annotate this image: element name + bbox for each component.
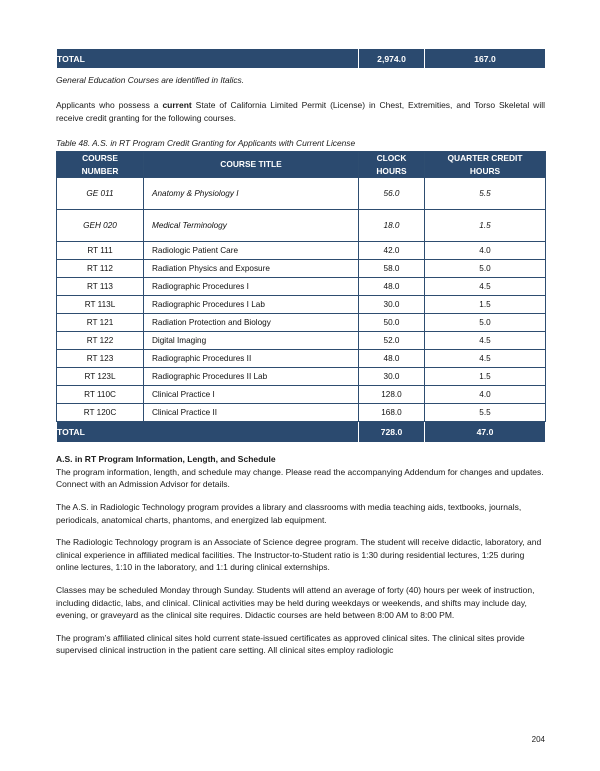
cell-quarter-credit-hours: 1.5 bbox=[425, 210, 546, 242]
cell-quarter-credit-hours: 1.5 bbox=[425, 296, 546, 314]
table-row bbox=[57, 178, 546, 210]
cell-course-number: RT 123 bbox=[57, 350, 144, 368]
cell-course-title: Radiographic Procedures I bbox=[144, 278, 359, 296]
table-header bbox=[57, 152, 546, 178]
total-label: TOTAL bbox=[57, 49, 359, 69]
table-row bbox=[57, 242, 546, 260]
column-header-course-number bbox=[57, 152, 144, 178]
table-row bbox=[57, 278, 546, 296]
intro-part-2: State of California Limited Permit (License) in Chest, Extremities, and Torso Skeletal will receive credit granting for the following courses. bbox=[56, 100, 545, 123]
cell-course-title: Radiographic Procedures I Lab bbox=[144, 296, 359, 314]
cell-course-number: RT 111 bbox=[57, 242, 144, 260]
cell-quarter-credit-hours: 5.0 bbox=[425, 260, 546, 278]
cell-course-title: Anatomy & Physiology I bbox=[144, 178, 359, 210]
cell-clock-hours: 50.0 bbox=[359, 314, 425, 332]
course-number-line-1: COURSE bbox=[82, 153, 118, 164]
cell-course-title: Radiologic Patient Care bbox=[144, 242, 359, 260]
table-body bbox=[57, 178, 546, 443]
cell-clock-hours: 52.0 bbox=[359, 332, 425, 350]
cell-course-number: RT 123L bbox=[57, 368, 144, 386]
intro-bold-current: current bbox=[162, 100, 192, 110]
table-total-row bbox=[57, 422, 546, 443]
cell-quarter-credit-hours: 4.0 bbox=[425, 242, 546, 260]
cell-quarter-credit-hours: 5.0 bbox=[425, 314, 546, 332]
cell-quarter-credit-hours: 5.5 bbox=[425, 178, 546, 210]
cell-course-title: Radiographic Procedures II bbox=[144, 350, 359, 368]
paragraph-2: The A.S. in Radiologic Technology program provides a library and classrooms with media teaching aids, textbooks, journals, periodicals, anatomical charts, phantoms, and energized lab equipment. bbox=[56, 501, 522, 525]
cell-clock-hours: 56.0 bbox=[359, 178, 425, 210]
cell-course-number: GE 011 bbox=[57, 178, 144, 210]
cell-clock-hours: 48.0 bbox=[359, 278, 425, 296]
intro-part-1: Applicants who possess a bbox=[56, 100, 163, 110]
cell-course-title: Digital Imaging bbox=[144, 332, 359, 350]
page-number: 204 bbox=[531, 735, 545, 744]
credit-granting-table bbox=[56, 151, 546, 443]
general-education-italics-note: General Education Courses are identified in Italics. bbox=[56, 75, 245, 85]
cell-course-number: RT 121 bbox=[57, 314, 144, 332]
cell-clock-hours: 30.0 bbox=[359, 296, 425, 314]
table-header-row bbox=[57, 152, 546, 178]
table-row bbox=[57, 49, 546, 69]
total-clock-hours: 728.0 bbox=[359, 422, 425, 443]
total-quarter-credit-hours: 167.0 bbox=[425, 49, 546, 69]
paragraph-3: The Radiologic Technology program is an Associate of Science degree program. The student will receive didactic, laboratory, and clinical experience in affiliated medical facilities. The Instructor-to-Student ratio is 1:30 during residential lectures, 1:25 during online lectures, 1:10 in the laboratory, and 1:1 during clinical externships. bbox=[56, 537, 542, 573]
column-header-clock-hours bbox=[359, 152, 425, 178]
cell-clock-hours: 18.0 bbox=[359, 210, 425, 242]
quarter-credit-line-1: QUARTER CREDIT bbox=[447, 153, 523, 164]
cell-course-number: RT 122 bbox=[57, 332, 144, 350]
cell-course-number: RT 120C bbox=[57, 404, 144, 422]
table-row bbox=[57, 368, 546, 386]
cell-course-title: Clinical Practice II bbox=[144, 404, 359, 422]
cell-course-title: Clinical Practice I bbox=[144, 386, 359, 404]
cell-quarter-credit-hours: 4.0 bbox=[425, 386, 546, 404]
cell-course-title: Radiation Protection and Biology bbox=[144, 314, 359, 332]
table-row bbox=[57, 386, 546, 404]
table-row bbox=[57, 296, 546, 314]
intro-paragraph bbox=[56, 99, 545, 124]
cell-clock-hours: 30.0 bbox=[359, 368, 425, 386]
cell-quarter-credit-hours: 1.5 bbox=[425, 368, 546, 386]
cell-course-number: GEH 020 bbox=[57, 210, 144, 242]
cell-course-title: Medical Terminology bbox=[144, 210, 359, 242]
column-header-course-title: COURSE TITLE bbox=[144, 152, 359, 178]
course-number-line-2: NUMBER bbox=[81, 165, 119, 176]
cell-course-title: Radiographic Procedures II Lab bbox=[144, 368, 359, 386]
paragraph-5: The program’s affiliated clinical sites hold current state-issued certificates as approved clinical sites. The clinical sites provide supervised clinical instruction in the patient care setting. All clinical sites employ radiologic bbox=[56, 632, 525, 656]
cell-quarter-credit-hours: 4.5 bbox=[425, 278, 546, 296]
total-quarter-credit-hours: 47.0 bbox=[425, 422, 546, 443]
total-label: TOTAL bbox=[57, 422, 359, 443]
clock-hours-line-2: HOURS bbox=[376, 165, 407, 176]
table-row bbox=[57, 404, 546, 422]
paragraph-1: The program information, length, and schedule may change. Please read the accompanying Addendum for changes and updates. Connect with an Admission Advisor for details. bbox=[56, 466, 544, 490]
table-caption: Table 48. A.S. in RT Program Credit Granting for Applicants with Current License bbox=[56, 138, 356, 149]
table-row bbox=[57, 350, 546, 368]
cell-course-number: RT 112 bbox=[57, 260, 144, 278]
table-row bbox=[57, 314, 546, 332]
cell-clock-hours: 42.0 bbox=[359, 242, 425, 260]
cell-course-number: RT 113 bbox=[57, 278, 144, 296]
paragraph-4: Classes may be scheduled Monday through Sunday. Students will attend an average of forty (40) hours per week of instruction, including didactic, labs, and clinical. Clinical activities may be held during weekdays or weekends, and shifts may include day, evening, or graveyard as the clinical site requires. Didactic courses are held between 8:00 AM to 8:00 PM. bbox=[56, 584, 535, 621]
table-row bbox=[57, 210, 546, 242]
cell-course-number: RT 110C bbox=[57, 386, 144, 404]
cell-clock-hours: 48.0 bbox=[359, 350, 425, 368]
cell-course-title: Radiation Physics and Exposure bbox=[144, 260, 359, 278]
cell-course-number: RT 113L bbox=[57, 296, 144, 314]
previous-table-total-row bbox=[56, 48, 546, 69]
quarter-credit-line-2: HOURS bbox=[469, 165, 501, 176]
cell-quarter-credit-hours: 4.5 bbox=[425, 332, 546, 350]
total-clock-hours: 2,974.0 bbox=[359, 49, 425, 69]
cell-clock-hours: 58.0 bbox=[359, 260, 425, 278]
section-heading: A.S. in RT Program Information, Length, and Schedule bbox=[56, 454, 276, 465]
table-row bbox=[57, 260, 546, 278]
cell-quarter-credit-hours: 4.5 bbox=[425, 350, 546, 368]
cell-quarter-credit-hours: 5.5 bbox=[425, 404, 546, 422]
table-row bbox=[57, 332, 546, 350]
column-header-quarter-credit-hours bbox=[425, 152, 546, 178]
clock-hours-line-1: CLOCK bbox=[376, 153, 407, 164]
cell-clock-hours: 168.0 bbox=[359, 404, 425, 422]
cell-clock-hours: 128.0 bbox=[359, 386, 425, 404]
